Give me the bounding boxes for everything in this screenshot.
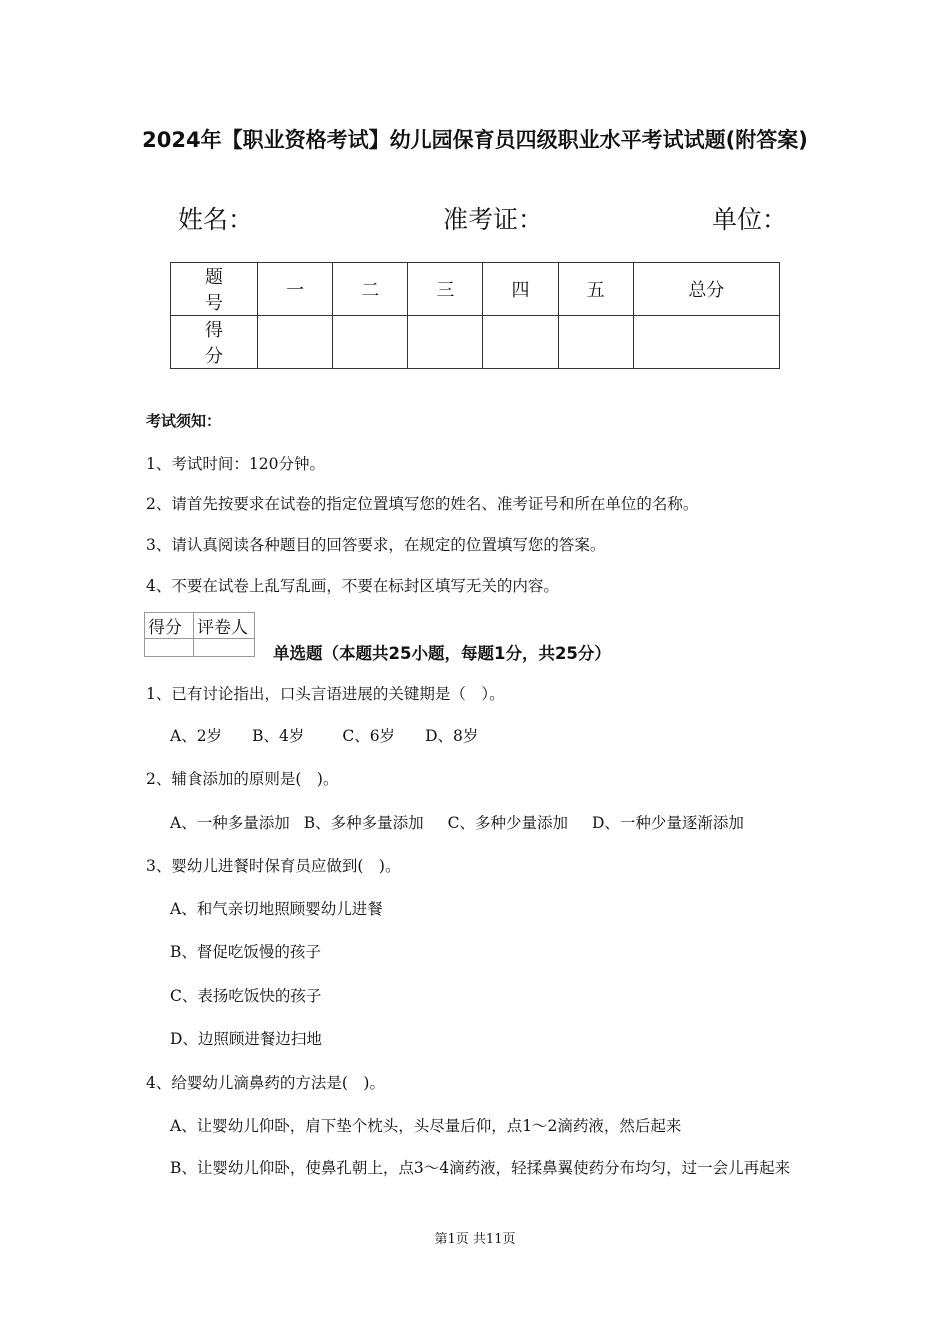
- option-c[interactable]: C、表扬吃饭快的孩子: [170, 987, 322, 1005]
- page-footer: 第1页 共11页: [434, 1232, 516, 1247]
- notice-item: 1、考试时间：120分钟。: [146, 455, 325, 473]
- score-table: [170, 262, 780, 369]
- score-table-col-3: 三: [408, 263, 483, 316]
- candidate-fields: [0, 200, 950, 240]
- document-title: 2024年【职业资格考试】幼儿园保育员四级职业水平考试试题(附答案): [142, 128, 808, 152]
- section-title: 单选题（本题共25小题，每题1分，共25分）: [273, 644, 611, 663]
- notice-item: 3、请认真阅读各种题目的回答要求，在规定的位置填写您的答案。: [146, 536, 606, 554]
- name-field-label: 姓名：: [178, 205, 254, 234]
- grader-reviewer-label: 评卷人: [194, 613, 255, 639]
- option-d[interactable]: D、一种少量逐渐添加: [591, 814, 744, 832]
- score-cell[interactable]: [483, 316, 558, 369]
- unit-field-label: 单位：: [712, 205, 788, 234]
- notice-item: 2、请首先按要求在试卷的指定位置填写您的姓名、准考证号和所在单位的名称。: [146, 495, 699, 513]
- score-table-col-5: 五: [558, 263, 633, 316]
- option-a[interactable]: A、和气亲切地照顾婴幼儿进餐: [170, 900, 383, 918]
- question-options: [170, 724, 478, 746]
- question-stem: 2、辅食添加的原则是( )。: [146, 770, 339, 788]
- option-a[interactable]: A、让婴幼儿仰卧，肩下垫个枕头，头尽量后仰，点1～2滴药液，然后起来: [170, 1117, 682, 1135]
- question-options: [170, 811, 744, 833]
- score-table-col-4: 四: [483, 263, 558, 316]
- score-cell[interactable]: [633, 316, 779, 369]
- score-table-score-label: 得 分: [171, 316, 258, 369]
- option-b[interactable]: B、4岁: [252, 727, 305, 745]
- question-stem: 3、婴幼儿进餐时保育员应做到( )。: [146, 857, 401, 875]
- option-a[interactable]: A、一种多量添加: [170, 814, 290, 832]
- grader-score-label: 得分: [145, 613, 194, 639]
- notice-item: 4、不要在试卷上乱写乱画，不要在标封区填写无关的内容。: [146, 577, 559, 595]
- grader-reviewer-cell[interactable]: [194, 639, 255, 657]
- notice-heading: 考试须知：: [146, 412, 222, 430]
- score-table-col-2: 二: [333, 263, 408, 316]
- option-a[interactable]: A、2岁: [170, 727, 223, 745]
- option-d[interactable]: D、边照顾进餐边扫地: [170, 1030, 322, 1048]
- option-c[interactable]: C、多种少量添加: [447, 814, 568, 832]
- option-b[interactable]: B、督促吃饭慢的孩子: [170, 943, 321, 961]
- score-table-col-total: 总分: [633, 263, 779, 316]
- exam-id-field-label: 准考证：: [443, 205, 544, 234]
- score-cell[interactable]: [408, 316, 483, 369]
- score-table-col-1: 一: [258, 263, 333, 316]
- question-stem: 1、已有讨论指出，口头言语进展的关键期是（ ）。: [146, 685, 505, 703]
- grader-score-cell[interactable]: [145, 639, 194, 657]
- option-c[interactable]: C、6岁: [342, 727, 396, 745]
- option-b[interactable]: B、多种多量添加: [303, 814, 424, 832]
- question-stem: 4、给婴幼儿滴鼻药的方法是( )。: [146, 1074, 385, 1092]
- score-cell[interactable]: [333, 316, 408, 369]
- score-cell[interactable]: [258, 316, 333, 369]
- score-table-header-label: 题 号: [171, 263, 258, 316]
- option-b[interactable]: B、让婴幼儿仰卧，使鼻孔朝上，点3～4滴药液，轻揉鼻翼使药分布均匀，过一会儿再起来: [170, 1159, 791, 1177]
- grader-box: [144, 612, 255, 657]
- score-cell[interactable]: [558, 316, 633, 369]
- option-d[interactable]: D、8岁: [425, 727, 479, 745]
